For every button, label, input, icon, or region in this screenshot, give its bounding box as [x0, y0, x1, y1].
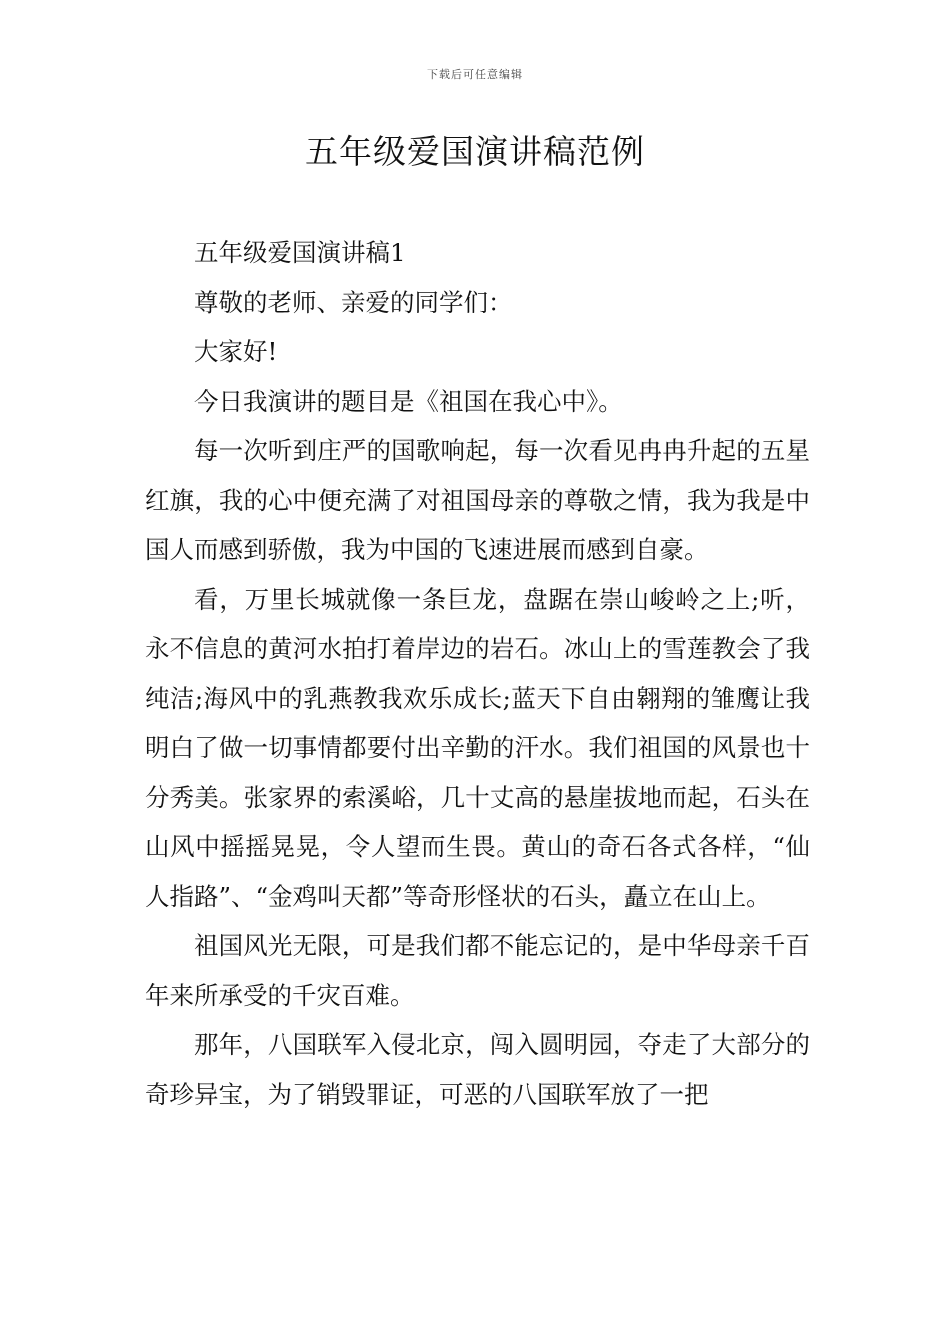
paragraph-topic: 今日我演讲的题目是《祖国在我心中》。	[194, 386, 623, 416]
paragraph-salutation: 尊敬的老师、亲爱的同学们：	[194, 287, 513, 317]
header-note: 下载后可任意编辑	[427, 68, 523, 81]
paragraph-scenery: 看，万里长城就像一条巨龙，盘踞在崇山峻岭之上;听，永不信息的黄河水拍打着岸边的岩石。冰山上的雪莲教会了我纯洁;海风中的乳燕教我欢乐成长;蓝天下自由翱翔的雏鹰让我明白了做一切事情都要付出辛勤的汗水。我们祖国的风景也十分秀美。张家界的索溪峪，几十丈高的悬崖拔地而起，石头在山风中摇摇晃晃，令人望而生畏。黄山的奇石各式各样，“仙人指路”、“金鸡叫天都”等奇形怪状的石头，矗立在山上。	[145, 584, 810, 911]
paragraph-greeting: 大家好!	[194, 337, 278, 366]
document-title: 五年级爱国演讲稿范例	[305, 132, 645, 171]
paragraph-hardship: 祖国风光无限，可是我们都不能忘记的，是中华母亲千百年来所承受的千灾百难。	[145, 931, 810, 1010]
paragraph-speech-heading: 五年级爱国演讲稿1	[194, 238, 406, 267]
paragraph-anthem: 每一次听到庄严的国歌响起，每一次看见冉冉升起的五星红旗，我的心中便充满了对祖国母亲的尊敬之情，我为我是中国人而感到骄傲，我为中国的飞速进展而感到自豪。	[145, 436, 810, 564]
paragraph-history: 那年，八国联军入侵北京，闯入圆明园，夺走了大部分的奇珍异宝，为了销毁罪证，可恶的八国联军放了一把	[145, 1030, 810, 1109]
document-body	[145, 228, 810, 1119]
